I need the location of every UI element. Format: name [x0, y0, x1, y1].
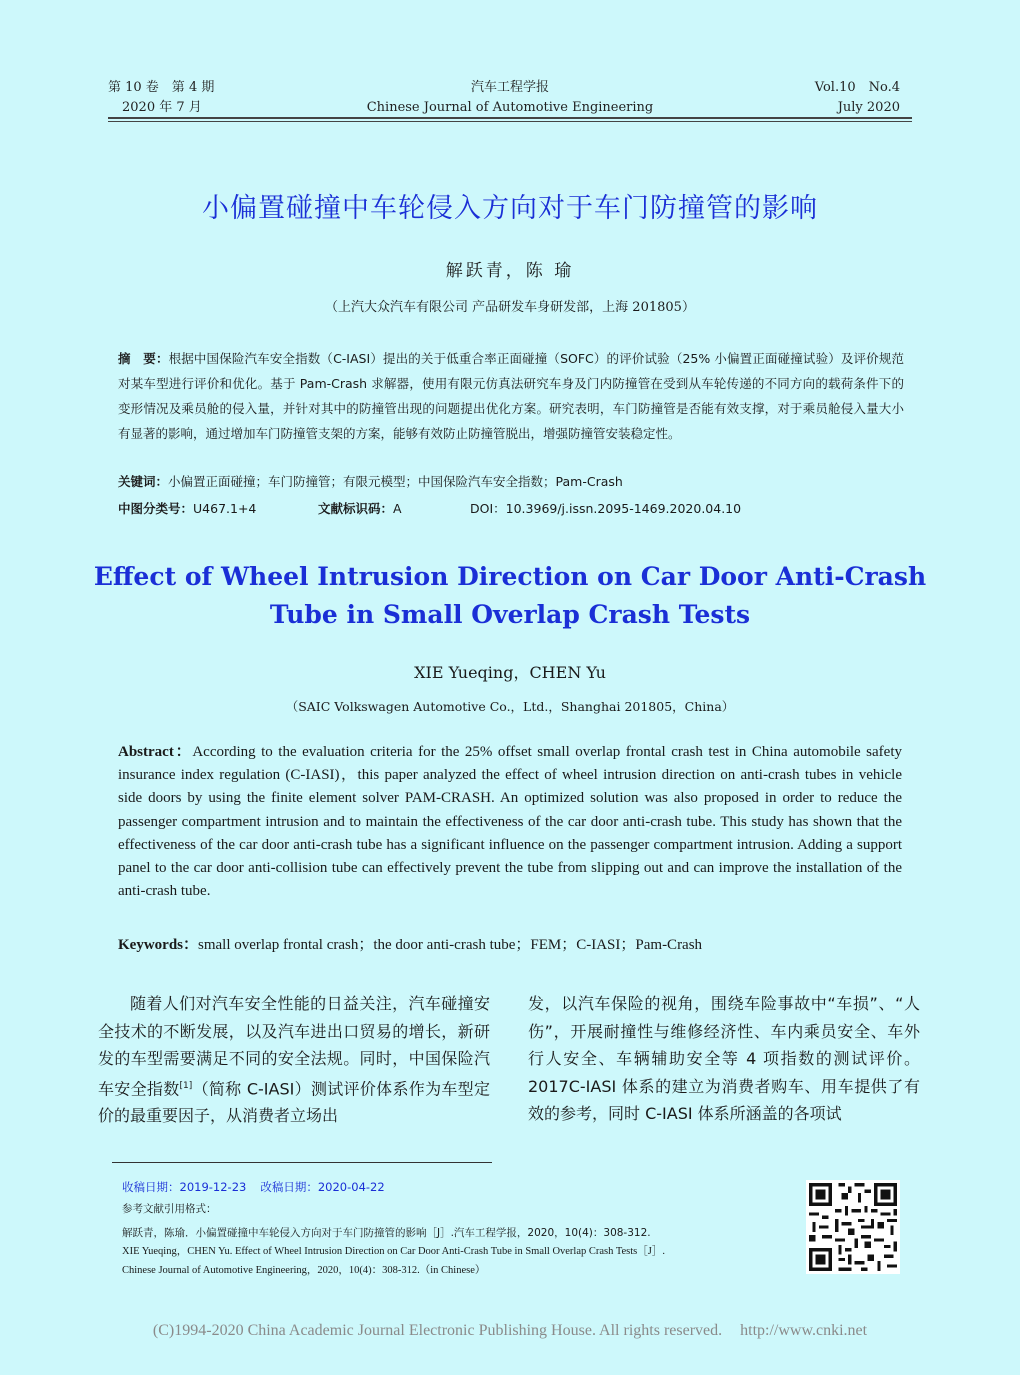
- doccode-label: 文献标识码：: [318, 501, 394, 516]
- cite-label: 参考文献引用格式：: [122, 1203, 217, 1215]
- citation-ref-1[interactable]: [1]: [179, 1080, 193, 1091]
- header-date: 2020 年 7 月: [122, 100, 202, 115]
- clc-value: U467.1+4: [193, 501, 257, 516]
- cite-cn: 解跃青，陈瑜．小偏置碰撞中车轮侵入方向对于车门防撞管的影响［J］.汽车工程学报，2020，10(4)：308-312.: [122, 1227, 651, 1239]
- cn-title: 小偏置碰撞中车轮侵入方向对于车门防撞管的影响: [202, 193, 818, 224]
- en-keywords-text: small overlap frontal crash；the door anti-crash tube；FEM；C-IASI；Pam-Crash: [198, 937, 703, 953]
- header-volume-en: [770, 78, 900, 118]
- header-volume-info: [108, 78, 214, 118]
- en-title-line1: Effect of Wheel Intrusion Direction on Car Door Anti-Crash: [93, 562, 927, 591]
- header-issue: 第 10 卷 第 4 期: [108, 80, 215, 95]
- clc-item: [118, 498, 318, 520]
- footnote-rule: [112, 1162, 492, 1163]
- cn-authors: 解跃青，陈 瑜: [445, 261, 575, 281]
- doccode-item: [318, 498, 470, 520]
- en-abstract-text: According to the evaluation criteria for the 25% offset small overlap frontal crash test in China automobile safety insurance index regulation (C-IASI)，this paper analyzed the effect of wheel intrusion direction on anti-crash tubes in vehicle side doors by using the finite element solver PAM-CRASH. An optimized solution was also proposed in order to reduce the passenger compartment intrusion and to maintain the effectiveness of the car door anti-crash tube. This study has shown that the effectiveness of the car door anti-crash tube has a significant influence on the passenger compartment intrusion. Adding a support panel to the car door anti-collision tube can effectively prevent the tube from slipping out and can improve the installation of the anti-crash tube.: [118, 744, 902, 900]
- cn-abstract: [118, 346, 904, 446]
- en-keywords-label: Keywords：: [118, 937, 198, 953]
- en-title-line2: Tube in Small Overlap Crash Tests: [269, 600, 751, 629]
- en-title: [60, 558, 960, 634]
- revised-label: 改稿日期：: [260, 1180, 318, 1194]
- header-vol-no: Vol.10 No.4: [814, 80, 900, 95]
- cn-keywords-text: 小偏置正面碰撞；车门防撞管；有限元模型；中国保险汽车安全指数；Pam-Crash: [168, 474, 623, 489]
- qr-code-icon: [806, 1180, 900, 1274]
- cite-en-line1: XIE Yueqing，CHEN Yu. Effect of Wheel Intrusion Direction on Car Door Anti-Crash Tube in Small Overlap Crash Tests［J］.: [122, 1246, 665, 1257]
- received-label: 收稿日期：: [122, 1180, 180, 1194]
- footer-url-link[interactable]: http://www.cnki.net: [740, 1322, 868, 1339]
- body-left-text-b: （简称 C-IASI）测试评价体系作为车型定价的最重要因子，从消费者立场出: [98, 1078, 490, 1126]
- footer: [0, 1322, 1020, 1340]
- header-journal-cn: 汽车工程学报: [470, 80, 549, 95]
- doi-item: [470, 498, 741, 520]
- cn-abstract-label: 摘 要：: [118, 351, 169, 366]
- header-rule-thick: [108, 117, 912, 119]
- en-authors: XIE Yueqing，CHEN Yu: [414, 663, 606, 682]
- cn-abstract-text: 根据中国保险汽车安全指数（C-IASI）提出的关于低重合率正面碰撞（SOFC）的评价试验（25% 小偏置正面碰撞试验）及评价规范对某车型进行评价和优化。基于 Pam-Crash 求解器，使用有限元仿真法研究车身及门内防撞管在受到从车轮传递的不同方向的载荷条件下的变形情况及乘员舱的侵入量，并针对其中的防撞管出现的问题提出优化方案。研究表明，车门防撞管是否能有效支撑，对于乘员舱侵入量大小有显著的影响，通过增加车门防撞管支架的方案，能够有效防止防撞管脱出，增强防撞管安装稳定性。: [118, 351, 904, 441]
- header-journal-en: Chinese Journal of Automotive Engineering: [366, 100, 654, 115]
- body-left-text-a: 随着人们对汽车安全性能的日益关注，汽车碰撞安全技术的不断发展，以及汽车进出口贸易的增长，新研发的车型需要满足不同的安全法规。同时，中国保险汽车安全指数: [98, 994, 490, 1098]
- footnote-dates: [122, 1178, 385, 1197]
- header-rule-thin: [108, 121, 912, 122]
- doi-value: 10.3969/j.issn.2095-1469.2020.04.10: [505, 501, 742, 516]
- doccode-value: A: [393, 501, 402, 516]
- cn-keywords-label: 关键词：: [118, 474, 169, 489]
- cn-classification: [118, 498, 904, 520]
- footer-copyright: (C)1994-2020 China Academic Journal Electronic Publishing House. All rights reserved.: [152, 1322, 723, 1339]
- en-affiliation: （SAIC Volkswagen Automotive Co.，Ltd.，Shanghai 201805，China）: [285, 699, 735, 714]
- clc-label: 中图分类号：: [118, 501, 194, 516]
- cn-keywords: [118, 471, 904, 493]
- cite-en-line2: Chinese Journal of Automotive Engineering，2020，10(4)：308-312.（in Chinese）: [122, 1265, 486, 1276]
- body-column-right: 发，以汽车保险的视角，围绕车险事故中“车损”、“人伤”，开展耐撞性与维修经济性、车内乘员安全、车外行人安全、车辆辅助安全等 4 项指数的测试评价。2017C-IASI 体系的建立为消费者购车、用车提供了有效的参考，同时 C-IASI 体系所涵盖的各项试: [528, 994, 920, 1123]
- body-column-left: [98, 990, 490, 1130]
- revised-date: 2020-04-22: [317, 1180, 385, 1194]
- cn-affiliation: （上汽大众汽车有限公司 产品研发车身研发部，上海 201805）: [325, 300, 695, 315]
- header-month: July 2020: [837, 100, 900, 115]
- doi-label: DOI：: [470, 501, 506, 516]
- header-journal: [360, 78, 660, 118]
- en-keywords: [118, 934, 902, 957]
- en-abstract-label: Abstract：: [118, 744, 193, 760]
- en-abstract: [118, 741, 902, 903]
- received-date: 2019-12-23: [179, 1180, 247, 1194]
